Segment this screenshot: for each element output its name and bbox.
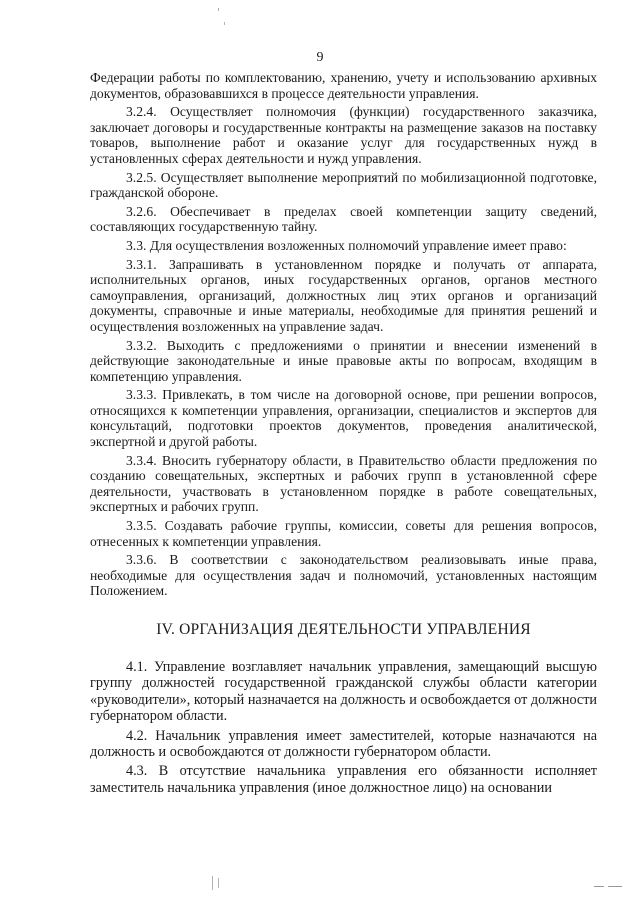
scan-artifact — [218, 8, 219, 11]
paragraph-3-2-4: 3.2.4. Осуществляет полномочия (функции) государственного заказчика, заключает договоры и государственные контракты на размещение заказов на поставку товаров, выполнение работ и оказание услуг для государственных нужд в установленных сферах деятельности и нужд управления. — [90, 104, 597, 166]
paragraph-3-3-6: 3.3.6. В соответствии с законодательством реализовывать иные права, необходимые для осуществления задач и полномочий, установленных настоящим Положением. — [90, 552, 597, 599]
paragraph-3-3-3: 3.3.3. Привлекать, в том числе на договорной основе, при решении вопросов, относящихся к компетенции управления, организации, специалистов и экспертов для консультаций, подготовки проектов документов, проведения аналитической, экспертной и другой работы. — [90, 387, 597, 450]
paragraph-3-3-1: 3.3.1. Запрашивать в установленном порядке и получать от аппарата, исполнительных органов, иных государственных органов, органов местного самоуправления, организаций, должностных лиц этих органов и организаций документы, справочные и иные материалы, необходимые для принятия решений и осуществления возложенных на управление задач. — [90, 256, 597, 334]
page-number: 9 — [316, 50, 324, 65]
scan-artifact — [608, 886, 622, 887]
scan-artifact — [218, 878, 219, 888]
paragraph-4-3: 4.3. В отсутствие начальника управления его обязанности исполняет заместитель начальника управления (иное должностное лицо) на основании — [90, 763, 597, 796]
paragraph-3-3-2: 3.3.2. Выходить с предложениями о принятии и внесении изменений в действующие законодательные и иные правовые акты по вопросам, входящим в компетенцию управления. — [90, 337, 597, 384]
paragraph-4-2: 4.2. Начальник управления имеет заместителей, которые назначаются на должность и освобождаются от должности губернатором области. — [90, 727, 597, 761]
paragraph-3-3-4: 3.3.4. Вносить губернатору области, в Правительство области предложения по созданию совещательных, экспертных и рабочих групп в установленной сфере деятельности, участвовать в установленном порядке в работе совещательных, экспертных и рабочих групп. — [90, 452, 597, 515]
section-heading: IV. ОРГАНИЗАЦИЯ ДЕЯТЕЛЬНОСТИ УПРАВЛЕНИЯ — [156, 621, 531, 638]
paragraph-3-3-5: 3.3.5. Создавать рабочие группы, комиссии, советы для решения вопросов, отнесенных к компетенции управления. — [90, 518, 597, 549]
scan-artifact — [212, 876, 213, 890]
paragraph-3-2-6: 3.2.6. Обеспечивает в пределах своей компетенции защиту сведений, составляющих государственную тайну. — [90, 203, 597, 235]
paragraph-4-1: 4.1. Управление возглавляет начальник управления, замещающий высшую группу должностей государственной гражданской службы области категории «руководители», который назначается на должность и освобождается от должности губернатором области. — [90, 659, 597, 725]
paragraph-3-2-5: 3.2.5. Осуществляет выполнение мероприятий по мобилизационной подготовке, гражданской обороне. — [90, 169, 597, 201]
scan-artifact — [224, 22, 225, 25]
paragraph-continuation: Федерации работы по комплектованию, хранению, учету и использованию архивных документов, образовавшихся в процессе деятельности управления. — [90, 70, 597, 101]
document-body — [90, 70, 597, 799]
paragraph-3-3: 3.3. Для осуществления возложенных полномочий управление имеет право: — [126, 237, 567, 253]
scan-artifact — [594, 886, 604, 887]
